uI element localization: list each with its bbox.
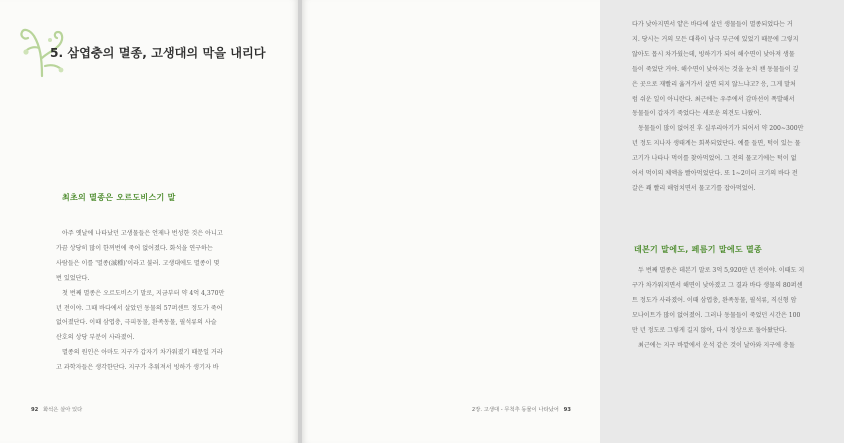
right-page [302, 0, 805, 443]
text-line: 고 과학자들은 생각한단다. 지구가 추워져서 빙하가 생기자 바 [56, 364, 219, 372]
text-line: 들이 죽었단 거야. 해수면이 낮아지는 것을 눈치 챈 동물들이 깊 [632, 65, 799, 73]
text-line: 갈은 꽤 빨리 해엄치면서 물고기를 잡아먹었어. [632, 184, 756, 192]
text-line: 않아도 몹시 차가웠는데, 빙하기가 되어 해수면이 낮아져 생물 [632, 50, 795, 58]
text-line: 첫 번째 멸종은 오르도비스기 말로, 지금부터 약 4억 4,370만 [62, 289, 225, 297]
text-line: 년 전이야. 그때 바다에서 살았던 동물의 57퍼센트 정도가 죽어 [56, 304, 223, 312]
chapter-title: 5. 삼엽충의 멸종, 고생대의 막을 내리다 [50, 46, 266, 60]
text-line: 만 년 정도로 그렇게 길지 않아, 다시 정상으로 돌아왔단다. [632, 326, 787, 334]
text-line: 고기가 나타나 먹이를 찾아먹었어. 그 전의 물고기에는 턱이 없 [632, 155, 797, 163]
left-folio [28, 405, 82, 413]
text-line: 없어졌단다. 이때 삼엽충, 극피동물, 완족동물, 필석류의 사슬 [56, 319, 217, 327]
text-line: 지. 당시는 거의 모든 대륙이 남극 부근에 있었기 때문에 그렇지 [632, 35, 799, 43]
text-line: 은 곳으로 재빨리 옮겨가서 살면 되지 않느냐고? 응, 그게 말처 [632, 80, 796, 88]
text-line: 아주 옛날에 나타났던 고생물들은 언제나 번성한 것은 아니고 [62, 230, 223, 237]
left-body-text [56, 227, 261, 376]
text-line: 사람들은 이를 '멸종(滅種)'이라고 불러. 고생대에도 멸종이 몇 [56, 259, 220, 267]
text-line: 동물들이 갑자기 죽었다는 새로운 의견도 나왔어. [632, 110, 762, 118]
section-heading-devonian-permian: 데본기 말에도, 페름기 말에도 멸종 [634, 245, 763, 254]
right-body-text-top [632, 18, 844, 197]
text-line: 년 정도 지나자 생태계는 회복되었단다. 예를 들면, 턱이 있는 물 [632, 140, 801, 148]
text-line: 멸종의 원인은 아마도 지구가 갑자기 차가워졌기 때문일 거라 [62, 349, 223, 357]
text-line: 모나이트가 많이 없어졌어. 그러나 동물들이 죽었던 시간은 100 [632, 311, 801, 319]
text-line: 최근에는 지구 바깥에서 운석 같은 것이 날아와 지구에 충돌 [638, 341, 795, 349]
page-number: 93 [563, 407, 571, 413]
text-line: 트 정도가 사라졌어. 이때 삼엽충, 완족동물, 필석류, 직신형 암 [632, 296, 797, 304]
text-line: 가끔 상당히 많이 한꺼번에 죽어 없어졌다. 화석을 연구하는 [56, 244, 213, 252]
text-line: 동물들이 많이 없어진 후 실루리아기가 되어서 약 200~300만 [638, 125, 804, 133]
text-line: 어서 먹이의 체액을 빨아먹었단다. 또 1~2미터 크기의 바다 전 [632, 170, 798, 178]
running-head: 화석은 살아 있다 [43, 407, 83, 413]
text-line: 번 있었단다. [56, 274, 90, 282]
page-number: 92 [31, 407, 39, 413]
section-heading-ordovician: 최초의 멸종은 오르도비스기 말 [62, 193, 176, 202]
right-body-text-bottom [632, 264, 844, 353]
text-line: 다가 낮아지면서 얕은 바다에 살던 생물들이 멸종되었다는 거 [632, 21, 793, 28]
text-line: 두 번째 멸종은 데본기 말로 3억 5,920만 년 전이야. 이때도 지 [638, 267, 805, 274]
left-page [0, 0, 298, 443]
text-line: 구가 차가워지면서 해면이 낮아졌고 그 결과 바다 생물의 80퍼센 [632, 281, 803, 289]
text-line: 럼 쉬운 일이 아니란다. 최근에는 우주에서 감마선이 폭발해서 [632, 95, 795, 103]
right-folio [472, 405, 574, 413]
text-line: 산호의 상당 부분이 사라졌어. [56, 334, 135, 342]
running-head: 2장. 고생대 - 무척추 동물이 나타났어 [471, 407, 559, 413]
